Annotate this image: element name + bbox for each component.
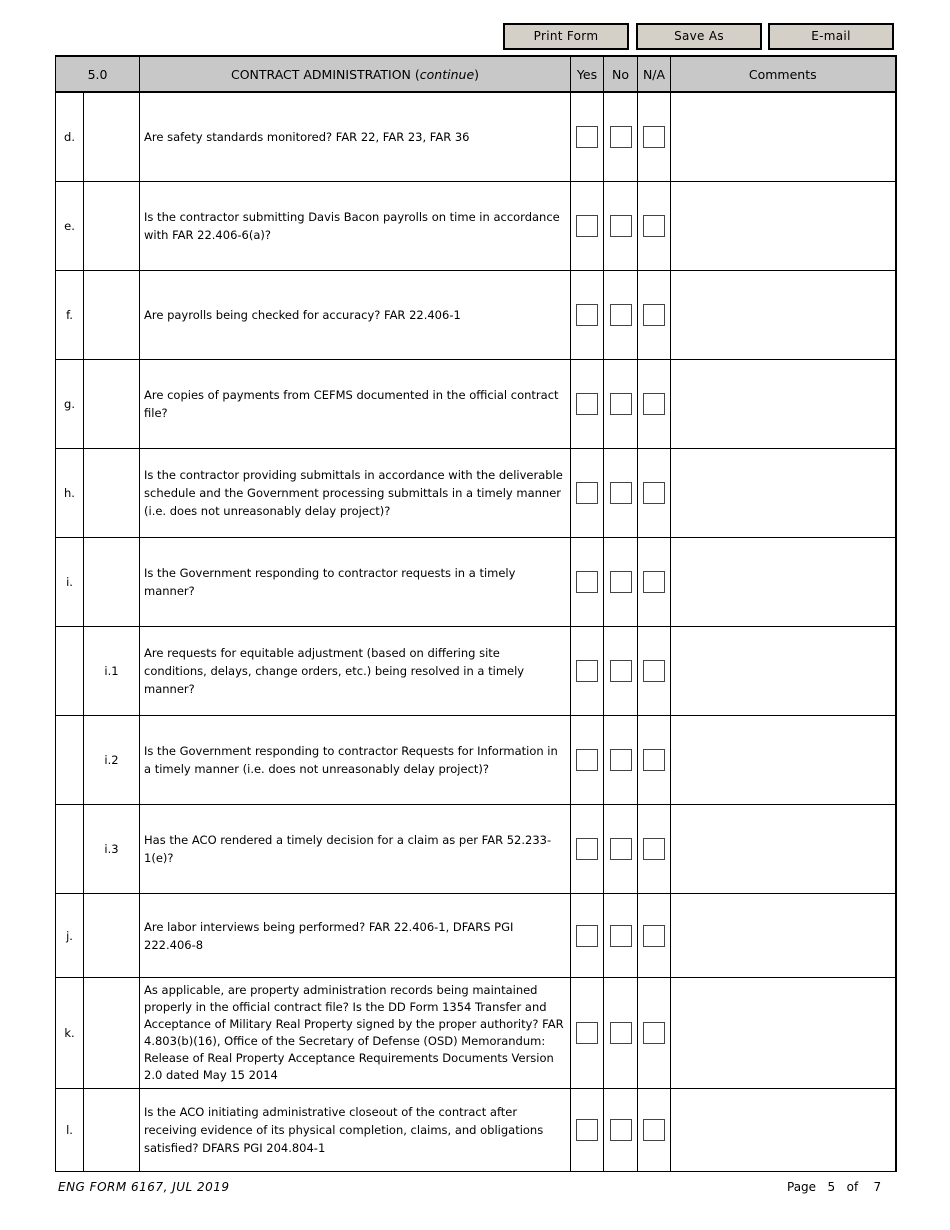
row-sub: i.2: [84, 716, 140, 805]
comments-field[interactable]: [671, 627, 896, 716]
row-letter: [56, 716, 84, 805]
table-row: [56, 894, 896, 978]
comments-field[interactable]: [671, 360, 896, 449]
row-sub: [84, 978, 140, 1089]
na-checkbox[interactable]: [643, 304, 665, 326]
comments-field[interactable]: [671, 92, 896, 182]
comments-field[interactable]: [671, 538, 896, 627]
column-header-na: N/A: [638, 56, 671, 92]
column-header-comments: Comments: [671, 56, 896, 92]
no-checkbox[interactable]: [610, 838, 632, 860]
section-title-suffix: continue: [419, 66, 475, 82]
yes-checkbox[interactable]: [576, 215, 598, 237]
table-row: [56, 978, 896, 1089]
row-sub: i.3: [84, 805, 140, 894]
page-total: 7: [873, 1180, 882, 1194]
no-checkbox[interactable]: [610, 126, 632, 148]
yes-checkbox[interactable]: [576, 838, 598, 860]
no-checkbox[interactable]: [610, 660, 632, 682]
row-sub: [84, 271, 140, 360]
yes-checkbox[interactable]: [576, 749, 598, 771]
na-checkbox[interactable]: [643, 838, 665, 860]
yes-checkbox[interactable]: [576, 482, 598, 504]
comments-field[interactable]: [671, 716, 896, 805]
row-sub: [84, 449, 140, 538]
section-number: 5.0: [56, 56, 140, 92]
save-as-button[interactable]: Save As: [636, 23, 762, 50]
no-checkbox[interactable]: [610, 215, 632, 237]
row-sub: [84, 894, 140, 978]
page-label: Page: [787, 1180, 817, 1194]
table-row: [56, 627, 896, 716]
row-letter: d.: [56, 92, 84, 182]
comments-field[interactable]: [671, 805, 896, 894]
na-checkbox[interactable]: [643, 393, 665, 415]
column-header-no: No: [604, 56, 638, 92]
table-row: [56, 449, 896, 538]
row-sub: [84, 1089, 140, 1172]
form-identifier: ENG FORM 6167, JUL 2019: [58, 1180, 230, 1194]
question-text: Are labor interviews being performed? FAR 22.406-1, DFARS PGI 222.406-8: [140, 894, 571, 978]
row-letter: [56, 805, 84, 894]
row-letter: e.: [56, 182, 84, 271]
print-form-button[interactable]: Print Form: [503, 23, 629, 50]
question-text: Are copies of payments from CEFMS documented in the official contract file?: [140, 360, 571, 449]
na-checkbox[interactable]: [643, 482, 665, 504]
page-of: of: [846, 1180, 859, 1194]
table-row: [56, 805, 896, 894]
comments-field[interactable]: [671, 182, 896, 271]
row-letter: k.: [56, 978, 84, 1089]
table-row: [56, 92, 896, 182]
column-header-yes: Yes: [571, 56, 604, 92]
row-sub: [84, 92, 140, 182]
page-indicator: [787, 1180, 881, 1194]
comments-field[interactable]: [671, 271, 896, 360]
comments-field[interactable]: [671, 449, 896, 538]
na-checkbox[interactable]: [643, 925, 665, 947]
row-sub: i.1: [84, 627, 140, 716]
yes-checkbox[interactable]: [576, 660, 598, 682]
no-checkbox[interactable]: [610, 393, 632, 415]
yes-checkbox[interactable]: [576, 126, 598, 148]
no-checkbox[interactable]: [610, 571, 632, 593]
na-checkbox[interactable]: [643, 1022, 665, 1044]
row-letter: f.: [56, 271, 84, 360]
table-row: [56, 538, 896, 627]
no-checkbox[interactable]: [610, 925, 632, 947]
question-text: Are requests for equitable adjustment (based on differing site conditions, delays, change orders, etc.) being resolved in a timely manner?: [140, 627, 571, 716]
no-checkbox[interactable]: [610, 1022, 632, 1044]
yes-checkbox[interactable]: [576, 1022, 598, 1044]
no-checkbox[interactable]: [610, 304, 632, 326]
row-letter: [56, 627, 84, 716]
comments-field[interactable]: [671, 894, 896, 978]
email-button[interactable]: E-mail: [768, 23, 894, 50]
row-letter: h.: [56, 449, 84, 538]
na-checkbox[interactable]: [643, 1119, 665, 1141]
question-text: Is the contractor providing submittals in accordance with the deliverable schedule and the Government processing submittals in a timely manner (i.e. does not unreasonably delay project)?: [140, 449, 571, 538]
yes-checkbox[interactable]: [576, 393, 598, 415]
question-text: Are payrolls being checked for accuracy? FAR 22.406-1: [140, 271, 571, 360]
question-text: Has the ACO rendered a timely decision for a claim as per FAR 52.233-1(e)?: [140, 805, 571, 894]
row-sub: [84, 182, 140, 271]
row-letter: i.: [56, 538, 84, 627]
row-letter: g.: [56, 360, 84, 449]
question-text: Are safety standards monitored? FAR 22, FAR 23, FAR 36: [140, 92, 571, 182]
yes-checkbox[interactable]: [576, 925, 598, 947]
question-text: Is the Government responding to contractor requests in a timely manner?: [140, 538, 571, 627]
question-text: Is the ACO initiating administrative closeout of the contract after receiving evidence of its physical completion, claims, and obligations satisfied? DFARS PGI 204.804-1: [140, 1089, 571, 1172]
no-checkbox[interactable]: [610, 1119, 632, 1141]
table-row: [56, 1089, 896, 1172]
no-checkbox[interactable]: [610, 482, 632, 504]
table-row: [56, 360, 896, 449]
section-title: CONTRACT ADMINISTRATION (continue): [140, 56, 571, 92]
na-checkbox[interactable]: [643, 660, 665, 682]
row-sub: [84, 538, 140, 627]
yes-checkbox[interactable]: [576, 571, 598, 593]
table-row: [56, 271, 896, 360]
question-text: Is the contractor submitting Davis Bacon payrolls on time in accordance with FAR 22.406-6(a)?: [140, 182, 571, 271]
page-current: 5: [827, 1180, 836, 1194]
yes-checkbox[interactable]: [576, 1119, 598, 1141]
section-title-text: CONTRACT ADMINISTRATION: [230, 66, 411, 82]
checklist-table: [55, 55, 897, 1172]
question-text: Is the Government responding to contractor Requests for Information in a timely manner (i.e. does not unreasonably delay project)?: [140, 716, 571, 805]
comments-field[interactable]: [671, 978, 896, 1089]
table-row: [56, 182, 896, 271]
na-checkbox[interactable]: [643, 215, 665, 237]
row-sub: [84, 360, 140, 449]
question-text: As applicable, are property administration records being maintained properly in the official contract file? Is the DD Form 1354 Transfer and Acceptance of Military Real Property signed by the proper authority? FAR 4.803(b)(16), Office of the Secretary of Defense (OSD) Memorandum: Release of Real Property Acceptance Requirements Documents Version 2.0 dated May 15 2014: [140, 978, 571, 1089]
yes-checkbox[interactable]: [576, 304, 598, 326]
table-header-row: [56, 56, 896, 92]
na-checkbox[interactable]: [643, 126, 665, 148]
na-checkbox[interactable]: [643, 571, 665, 593]
comments-field[interactable]: [671, 1089, 896, 1172]
no-checkbox[interactable]: [610, 749, 632, 771]
row-letter: j.: [56, 894, 84, 978]
row-letter: l.: [56, 1089, 84, 1172]
table-row: [56, 716, 896, 805]
na-checkbox[interactable]: [643, 749, 665, 771]
